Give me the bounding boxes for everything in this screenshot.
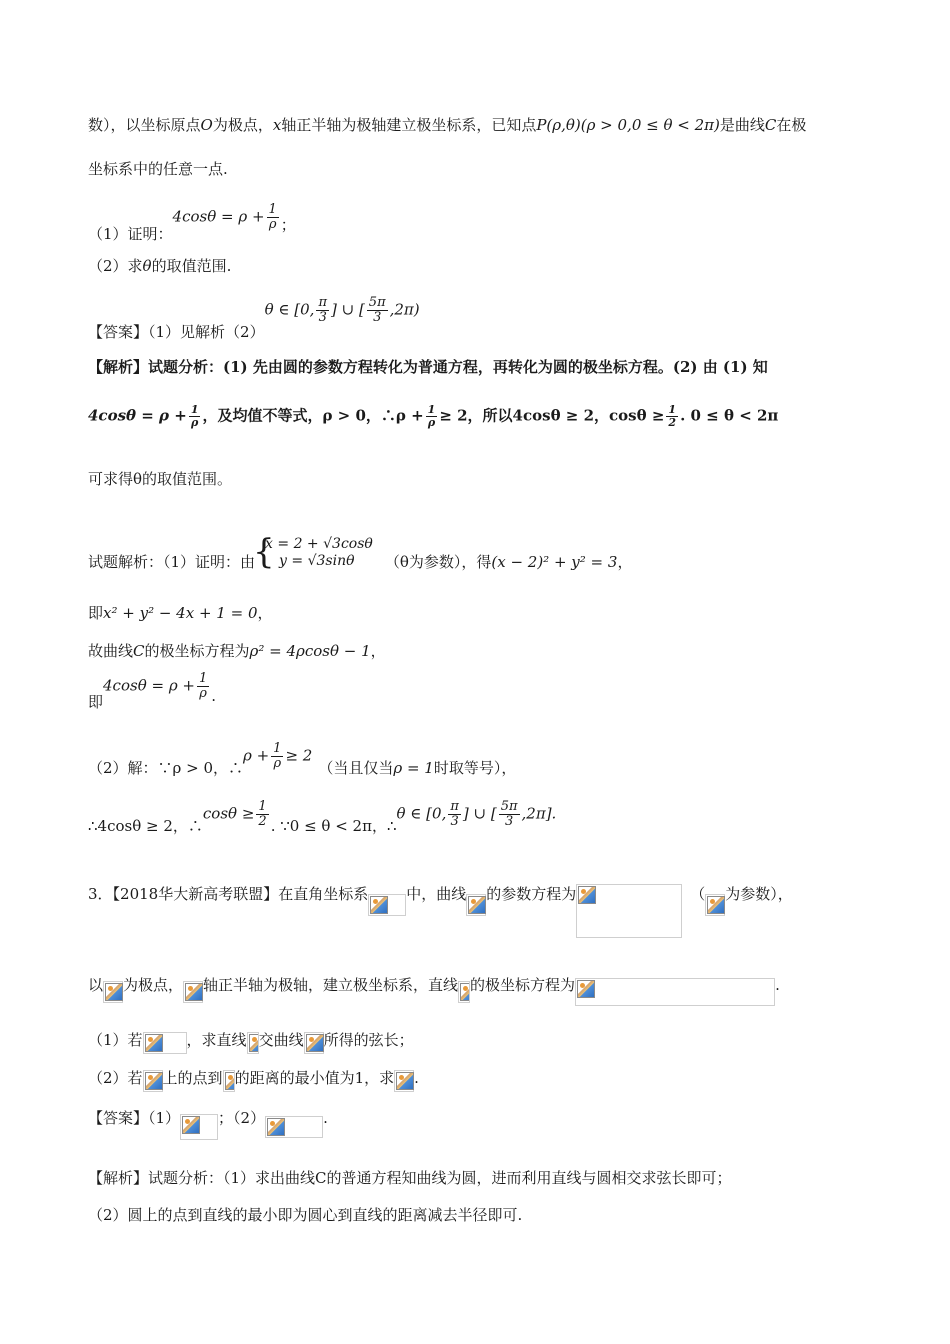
frac-den: ρ xyxy=(273,756,282,771)
intro-line-1 xyxy=(88,115,806,135)
math: ρ + xyxy=(243,746,270,765)
fraction xyxy=(267,203,279,232)
solution-line-6 xyxy=(88,800,556,844)
broken-image-icon xyxy=(182,1116,200,1134)
solution-line-2 xyxy=(88,603,273,623)
text: ， xyxy=(257,604,273,622)
frac-den: 3 xyxy=(450,814,459,829)
text: . xyxy=(414,1069,419,1087)
text: 3．【2018华大新高考联盟】在直角坐标系 xyxy=(88,885,369,903)
math: θ ∈ [0, xyxy=(396,804,447,823)
text: 上的点到 xyxy=(162,1069,223,1087)
math-theta: θ xyxy=(142,257,152,275)
question-2 xyxy=(88,256,231,276)
formula-image xyxy=(394,1070,414,1092)
fraction xyxy=(271,742,283,771)
frac-num: 1 xyxy=(668,403,677,416)
broken-image-icon xyxy=(145,1034,163,1052)
frac-num: 1 xyxy=(427,403,436,416)
intro-line-2: 坐标系中的任意一点. xyxy=(88,160,228,178)
frac-den: 2 xyxy=(258,814,267,829)
text: 时取等号）， xyxy=(433,758,517,777)
text: ，求直线 xyxy=(186,1031,247,1049)
text: 在极 xyxy=(776,116,807,134)
text: 试题解析：（1）证明：由 xyxy=(88,553,256,571)
analysis-line-2 xyxy=(88,404,778,438)
text: ，及均值不等式，ρ > 0，∴ρ + xyxy=(202,406,424,425)
text: 的极坐标方程为 xyxy=(144,642,250,660)
frac-num: 1 xyxy=(268,202,277,217)
equation-system xyxy=(255,536,373,570)
broken-image-icon xyxy=(707,896,725,914)
text: ； xyxy=(280,215,296,234)
frac-num: π xyxy=(318,295,327,310)
text: （2）若 xyxy=(88,1069,143,1087)
text: 的距离的最小值为1，求 xyxy=(234,1069,395,1087)
text: （ xyxy=(690,885,706,903)
frac-num: 5π xyxy=(368,295,386,310)
text: 即 xyxy=(88,692,104,711)
broken-image-icon xyxy=(249,1034,259,1052)
text: 即 xyxy=(88,604,104,622)
fraction xyxy=(197,672,209,701)
text: ， xyxy=(617,553,633,571)
text: 为极点， xyxy=(123,976,184,994)
text: . xyxy=(775,976,780,994)
math-point-P: P(ρ,θ)(ρ > 0,0 ≤ θ < 2π) xyxy=(536,116,720,134)
frac-den: 3 xyxy=(504,814,514,829)
formula-image xyxy=(576,884,682,938)
frac-den: 2 xyxy=(668,416,677,429)
broken-image-icon xyxy=(306,1034,324,1052)
problem-3-sub-1 xyxy=(88,1030,414,1056)
fraction xyxy=(448,800,461,829)
text: . xyxy=(211,686,217,705)
problem-3-line-1 xyxy=(88,868,793,924)
broken-image-icon xyxy=(185,983,203,1001)
math: ρ = 1 xyxy=(393,758,434,777)
text: 轴正半轴为极轴，建立极坐标系，直线 xyxy=(203,976,459,994)
problem-3-sub-2 xyxy=(88,1068,419,1094)
solution-line-4 xyxy=(88,672,216,716)
broken-image-icon xyxy=(105,983,123,1001)
formula-image xyxy=(180,1114,218,1140)
text: （当且仅当 xyxy=(318,758,394,777)
text: （θ为参数），得 xyxy=(384,553,492,571)
math-O: O xyxy=(200,116,213,134)
math-C: C xyxy=(764,116,777,134)
frac-num: 1 xyxy=(258,799,267,814)
text: （2）求 xyxy=(88,257,143,275)
text: 数），以坐标原点 xyxy=(88,116,201,134)
broken-image-icon xyxy=(578,886,596,904)
formula-image xyxy=(223,1070,235,1092)
text: . xyxy=(323,1109,328,1127)
analysis-line-3: 可求得θ的取值范围。 xyxy=(88,470,233,488)
math: 4cosθ = ρ + xyxy=(103,676,195,695)
solution-line-1 xyxy=(88,536,632,580)
formula-image xyxy=(705,894,725,916)
text: 是曲线 xyxy=(719,116,765,134)
formula-image xyxy=(458,981,470,1003)
text: 为极点， xyxy=(212,116,273,134)
formula-image xyxy=(247,1032,259,1054)
fraction xyxy=(499,800,520,829)
math: ] ∪ [ xyxy=(462,804,497,823)
text: ≥ 2，所以4cosθ ≥ 2，cosθ ≥ xyxy=(439,406,665,425)
question-1-lhs: 4cosθ = ρ + xyxy=(172,207,265,226)
text: 以 xyxy=(88,976,104,994)
text: 所得的弦长； xyxy=(323,1031,414,1049)
text: 的参数方程为 xyxy=(486,885,577,903)
problem-3-answer xyxy=(88,1106,328,1138)
formula-image xyxy=(575,978,775,1006)
system-eq-1: { x = 2 + √3cosθ xyxy=(265,536,373,552)
frac-den: ρ xyxy=(199,686,207,701)
text: 轴正半轴为极轴建立极坐标系，已知点 xyxy=(281,116,537,134)
text: （1）若 xyxy=(88,1031,143,1049)
analysis-line-1: 【解析】试题分析：(1) 先由圆的参数方程转化为普通方程，再转化为圆的极坐标方程。(2) 由 (1) 知 xyxy=(88,358,768,376)
broken-image-icon xyxy=(145,1072,163,1090)
math: ,2π) xyxy=(389,300,420,319)
question-1-label: （1）证明： xyxy=(88,225,173,243)
math: cosθ ≥ xyxy=(202,804,255,823)
formula-image xyxy=(466,894,486,916)
text: 交曲线 xyxy=(258,1031,304,1049)
math: (x − 2)² + y² = 3 xyxy=(491,553,618,571)
math-C: C xyxy=(133,642,145,660)
text: . 0 ≤ θ < 2π xyxy=(680,406,779,425)
broken-image-icon xyxy=(577,980,595,998)
broken-image-icon xyxy=(267,1118,285,1136)
formula-image xyxy=(103,981,123,1003)
answer-line xyxy=(88,296,420,340)
text: 中，曲线 xyxy=(406,885,467,903)
frac-num: 1 xyxy=(273,741,282,756)
frac-den: 3 xyxy=(373,310,382,325)
frac-den: ρ xyxy=(268,217,277,232)
problem-3-analysis-2: （2）圆上的点到直线的最小即为圆心到直线的距离减去半径即可. xyxy=(88,1206,523,1224)
math: x² + y² − 4x + 1 = 0 xyxy=(103,604,258,622)
solution-line-5 xyxy=(88,742,516,786)
math: ] ∪ [ xyxy=(330,300,365,319)
frac-num: 1 xyxy=(198,671,208,686)
math-x: x xyxy=(272,116,282,134)
math: θ ∈ [0, xyxy=(264,300,315,319)
frac-num: 5π xyxy=(500,799,518,814)
text: 为参数）， xyxy=(725,885,793,903)
fraction xyxy=(189,404,201,429)
fraction xyxy=(256,800,268,829)
math: ≥ 2 xyxy=(285,746,313,765)
question-1 xyxy=(88,203,296,243)
broken-image-icon xyxy=(225,1072,235,1090)
solution-line-3 xyxy=(88,641,386,661)
formula-image xyxy=(143,1070,163,1092)
formula-image xyxy=(265,1116,323,1138)
text: 的取值范围. xyxy=(151,257,232,275)
text: . ∵0 ≤ θ < 2π，∴ xyxy=(270,816,397,835)
problem-3-line-2 xyxy=(88,972,780,1002)
fraction xyxy=(367,296,388,325)
frac-den: ρ xyxy=(427,416,436,429)
fraction xyxy=(426,404,438,429)
formula-image xyxy=(183,981,203,1003)
text: （2）解：∵ρ > 0，∴ xyxy=(88,758,244,777)
text: ， xyxy=(370,642,386,660)
formula-image xyxy=(143,1032,187,1054)
frac-num: 1 xyxy=(190,403,199,416)
text: ∴4cosθ ≥ 2，∴ xyxy=(88,816,203,835)
math: 4cosθ = ρ + xyxy=(88,406,187,425)
frac-den: ρ xyxy=(190,416,199,429)
broken-image-icon xyxy=(468,896,486,914)
math: ρ² = 4ρcosθ − 1 xyxy=(249,642,371,660)
frac-num: π xyxy=(450,799,459,814)
text: 故曲线 xyxy=(88,642,134,660)
text: ；（2） xyxy=(218,1109,266,1127)
fraction xyxy=(666,404,678,429)
broken-image-icon xyxy=(460,983,470,1001)
broken-image-icon xyxy=(370,896,388,914)
frac-den: 3 xyxy=(318,310,327,325)
system-eq-2: y = √3sinθ xyxy=(279,553,355,569)
text: 的极坐标方程为 xyxy=(470,976,576,994)
broken-image-icon xyxy=(396,1072,414,1090)
answer-label: 【答案】（1）见解析（2） xyxy=(88,322,265,341)
formula-image xyxy=(368,894,406,916)
answer-label: 【答案】（1） xyxy=(88,1109,181,1127)
problem-3-analysis-1: 【解析】试题分析：（1）求出曲线C的普通方程知曲线为圆，进而利用直线与圆相交求弦长即可； xyxy=(88,1169,732,1187)
math: ,2π]. xyxy=(521,804,557,823)
formula-image xyxy=(304,1032,324,1054)
fraction xyxy=(316,296,329,325)
